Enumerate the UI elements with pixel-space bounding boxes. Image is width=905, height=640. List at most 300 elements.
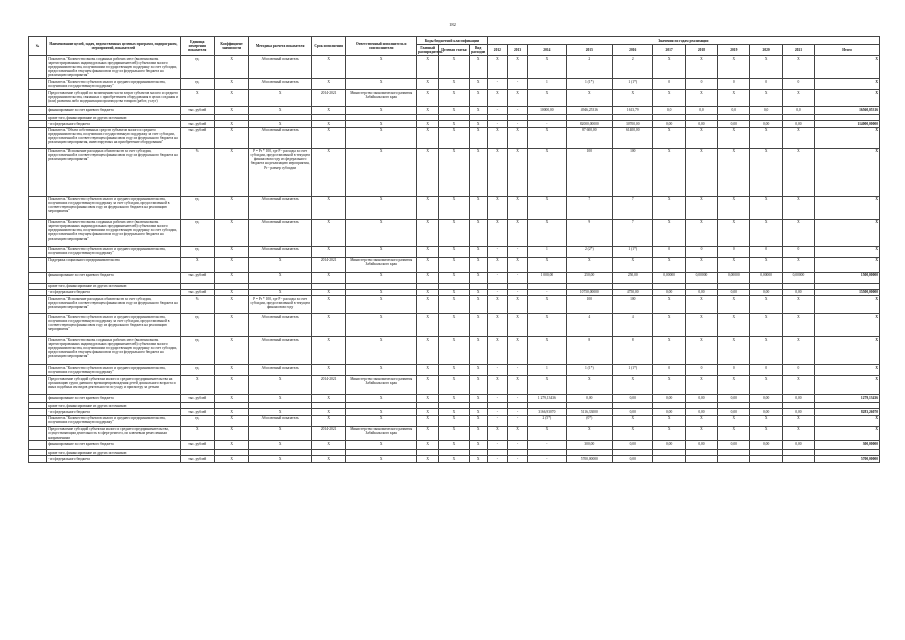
row-name-cell: Показатель "Количество вновь созданных рабочих мест (включая вновь зарегистрированных индивидуальных предпринимателей) субъектами малого предпринимательства, получившими государственную поддержку за счет субсидии, предоставленной в текущем финансовом году из федерального бюджета на реализацию мероприятия" xyxy=(47,219,180,246)
row-year-value-cell: X xyxy=(782,196,814,219)
row-budget-cell: X xyxy=(439,79,469,90)
row-coef-cell: X xyxy=(214,148,248,196)
row-year-value-cell: X xyxy=(782,376,814,395)
row-budget-cell: X xyxy=(469,246,487,257)
row-method-cell: X xyxy=(249,426,312,440)
row-name-cell: финансирование за счет краевого бюджета xyxy=(47,441,180,450)
row-year-value-cell: X xyxy=(528,314,566,337)
row-year-value-cell: 0,00000 xyxy=(782,272,814,283)
row-year-value-cell: 0 xyxy=(653,246,685,257)
row-coef-cell: X xyxy=(214,415,248,426)
row-year-value-cell: 0 xyxy=(718,246,750,257)
row-unit-cell: ед. xyxy=(180,314,214,337)
row-year-value-cell: 3166,93070 xyxy=(528,409,566,415)
row-name-cell: финансирование за счет краевого бюджета xyxy=(47,272,180,283)
row-year-value-cell: X xyxy=(653,90,685,107)
table-row xyxy=(29,395,880,403)
header-year: 2017 xyxy=(653,45,685,56)
row-responsible-cell: X xyxy=(346,289,417,295)
row-unit-cell: тыс. рублей xyxy=(180,272,214,283)
row-year-value-cell: 100 xyxy=(566,148,612,196)
row-coef-cell: X xyxy=(214,107,248,115)
row-year-value-cell: 0,00 xyxy=(685,395,717,403)
row-budget-cell: X xyxy=(439,56,469,79)
row-coef-cell: X xyxy=(214,409,248,415)
row-coef-cell: X xyxy=(214,127,248,148)
row-method-cell: X xyxy=(249,272,312,283)
row-year-value-cell: X xyxy=(750,219,782,246)
row-method-cell: X xyxy=(249,456,312,462)
row-total-cell: 1500,00000 xyxy=(815,272,880,283)
header-method: Методика расчета показателя xyxy=(249,37,312,56)
row-year-value-cell: 0,00 xyxy=(750,121,782,127)
row-budget-cell: X xyxy=(417,337,439,365)
row-method-cell: X xyxy=(249,90,312,107)
header-total: Итого xyxy=(815,45,880,56)
row-year-value-cell: 0,00 xyxy=(718,395,750,403)
header-name: Наименование целей, задач, ведомственных целевых программ, подпрограмм, мероприятий, показателей xyxy=(47,37,180,56)
row-year-value-cell: X xyxy=(750,426,782,440)
row-number-cell xyxy=(29,314,47,337)
row-year-value-cell: X xyxy=(528,90,566,107)
row-responsible-cell: X xyxy=(346,148,417,196)
row-year-value-cell: (0*) xyxy=(566,415,612,426)
row-year-value-cell: X xyxy=(507,90,527,107)
row-responsible-cell: X xyxy=(346,395,417,403)
row-coef-cell: X xyxy=(214,441,248,450)
row-budget-cell: X xyxy=(439,365,469,376)
row-year-value-cell: 0,00 xyxy=(653,121,685,127)
row-year-value-cell: 0,00 xyxy=(750,409,782,415)
row-term-cell: X xyxy=(311,409,345,415)
row-budget-cell: X xyxy=(439,246,469,257)
row-coef-cell: X xyxy=(214,219,248,246)
header-year: 2019 xyxy=(718,45,750,56)
table-row xyxy=(29,456,880,462)
row-year-value-cell: 4946,25316 xyxy=(566,107,612,115)
row-method-cell: Абсолютный показатель xyxy=(249,246,312,257)
row-responsible-cell: X xyxy=(346,56,417,79)
row-number-cell xyxy=(29,196,47,219)
row-coef-cell: X xyxy=(214,196,248,219)
row-responsible-cell: Министерство экономического развития Забайкальского края xyxy=(346,90,417,107)
row-year-value-cell: - xyxy=(507,409,527,415)
row-year-value-cell: - xyxy=(487,415,507,426)
row-year-value-cell: 8 xyxy=(566,337,612,365)
table-row xyxy=(29,365,880,376)
row-budget-cell: X xyxy=(469,376,487,395)
row-term-cell: X xyxy=(311,79,345,90)
row-name-cell: кроме того, финансирование из других источников: xyxy=(47,450,180,456)
row-coef-cell: X xyxy=(214,296,248,314)
row-budget-cell: X xyxy=(417,314,439,337)
row-year-value-cell: 0,0 xyxy=(653,107,685,115)
row-number-cell xyxy=(29,296,47,314)
row-coef-cell: X xyxy=(214,395,248,403)
row-year-value-cell: - xyxy=(528,289,566,295)
row-year-value-cell: X xyxy=(750,337,782,365)
row-budget-cell: X xyxy=(417,56,439,79)
row-year-value-cell: 0,00000 xyxy=(653,272,685,283)
row-budget-cell: X xyxy=(417,395,439,403)
row-number-cell xyxy=(29,415,47,426)
row-year-value-cell: X xyxy=(487,56,507,79)
row-year-value-cell: X xyxy=(782,314,814,337)
row-budget-cell: X xyxy=(439,415,469,426)
row-year-value-cell: 5116,33000 xyxy=(566,409,612,415)
row-total-cell: X xyxy=(815,426,880,440)
row-unit-cell: тыс. рублей xyxy=(180,441,214,450)
row-number-cell xyxy=(29,426,47,440)
row-budget-cell: X xyxy=(469,395,487,403)
row-budget-cell: X xyxy=(469,441,487,450)
row-year-value-cell: X xyxy=(507,56,527,79)
header-row-1 xyxy=(29,37,880,45)
row-year-value-cell: 100 xyxy=(613,148,653,196)
row-year-value-cell: X xyxy=(718,314,750,337)
row-year-value-cell: X xyxy=(528,296,566,314)
row-year-value-cell: X xyxy=(685,337,717,365)
row-total-cell: 8283,26070 xyxy=(815,409,880,415)
row-responsible-cell: X xyxy=(346,296,417,314)
row-number-cell xyxy=(29,219,47,246)
row-number-cell xyxy=(29,395,47,403)
row-budget-cell: X xyxy=(439,337,469,365)
row-budget-cell: X xyxy=(469,409,487,415)
row-year-value-cell: X xyxy=(750,90,782,107)
row-budget-cell: X xyxy=(417,79,439,90)
row-term-cell: X xyxy=(311,365,345,376)
row-term-cell: X xyxy=(311,272,345,283)
row-year-value-cell: X xyxy=(685,219,717,246)
row-year-value-cell: 2 (5*) xyxy=(528,415,566,426)
row-term-cell: X xyxy=(311,415,345,426)
row-year-value-cell: - xyxy=(487,409,507,415)
row-year-value-cell: 1 xyxy=(528,79,566,90)
row-year-value-cell: X xyxy=(750,56,782,79)
row-number-cell xyxy=(29,107,47,115)
row-year-value-cell: 7 xyxy=(566,196,612,219)
row-year-value-cell: - xyxy=(487,272,507,283)
row-total-cell: X xyxy=(815,219,880,246)
row-method-cell: X xyxy=(249,107,312,115)
row-year-value-cell: - xyxy=(507,121,527,127)
row-year-value-cell: 0,00 xyxy=(782,441,814,450)
row-term-cell: X xyxy=(311,107,345,115)
row-year-value-cell: 0,00 xyxy=(685,289,717,295)
row-year-value-cell: - xyxy=(507,79,527,90)
row-responsible-cell: X xyxy=(346,272,417,283)
row-year-value-cell: X xyxy=(782,415,814,426)
row-total-cell: 114000,00000 xyxy=(815,121,880,127)
row-name-cell: Показатель "Объем собственных средств субъектов малого и среднего предпринимательства, получивших государственную поддержку за счет субсидии, предоставленной в соответствующем финансовом году из федерального бюджета на реализацию мероприятия, инвестируемых на приобретение оборудования" xyxy=(47,127,180,148)
row-unit-cell: X xyxy=(180,426,214,440)
row-total-cell: 15500,00000 xyxy=(815,289,880,295)
row-term-cell: X xyxy=(311,314,345,337)
row-name-cell: финансирование за счет краевого бюджета xyxy=(47,107,180,115)
row-unit-cell: тыс. рублей xyxy=(180,121,214,127)
program-table-sheet xyxy=(28,36,880,463)
row-budget-cell: X xyxy=(439,219,469,246)
row-name-cell: - из федерального бюджета xyxy=(47,409,180,415)
row-responsible-cell: X xyxy=(346,415,417,426)
row-unit-cell: тыс. рублей xyxy=(180,456,214,462)
row-year-value-cell: X xyxy=(528,148,566,196)
row-year-value-cell: 0,00 xyxy=(653,395,685,403)
row-year-value-cell: X xyxy=(566,426,612,440)
row-year-value-cell: X xyxy=(718,127,750,148)
row-year-value-cell: 0 xyxy=(750,365,782,376)
row-budget-cell: X xyxy=(469,90,487,107)
row-year-value-cell: X xyxy=(613,426,653,440)
row-budget-cell: X xyxy=(417,257,439,272)
row-number-cell xyxy=(29,79,47,90)
row-year-value-cell: 0,00 xyxy=(613,409,653,415)
row-year-value-cell: - xyxy=(528,456,566,462)
row-total-cell: X xyxy=(815,337,880,365)
row-year-value-cell: X xyxy=(487,337,507,365)
row-year-value-cell: X xyxy=(528,196,566,219)
row-year-value-cell: 1 000,00 xyxy=(528,272,566,283)
row-coef-cell: X xyxy=(214,426,248,440)
row-year-value-cell: - xyxy=(487,441,507,450)
row-year-value-cell: 8 xyxy=(613,337,653,365)
header-year: 2021 xyxy=(782,45,814,56)
row-budget-cell: X xyxy=(439,257,469,272)
row-year-value-cell: X xyxy=(507,426,527,440)
program-table xyxy=(28,36,880,463)
row-name-cell: Показатель "Количество субъектов малого и среднего предпринимательства, получивших государственную поддержку за счет субсидии, предоставленной в соответствующем финансовом году из федерального бюджета на реализацию мероприятия" xyxy=(47,196,180,219)
row-number-cell xyxy=(29,337,47,365)
header-budget-codes: Коды бюджетной классификации xyxy=(417,37,488,45)
row-year-value-cell: 1 (1*) xyxy=(613,246,653,257)
row-budget-cell: X xyxy=(417,121,439,127)
row-budget-cell: X xyxy=(469,79,487,90)
row-name-cell: Поддержка социального предпринимательства xyxy=(47,257,180,272)
row-year-value-cell: - xyxy=(487,121,507,127)
header-responsible: Ответственный исполнитель и соисполнители xyxy=(346,37,417,56)
row-responsible-cell: X xyxy=(346,127,417,148)
row-responsible-cell: X xyxy=(346,196,417,219)
row-year-value-cell: X xyxy=(653,127,685,148)
table-row xyxy=(29,56,880,79)
row-unit-cell: тыс. рублей xyxy=(180,289,214,295)
row-year-value-cell: 10750,00000 xyxy=(566,289,612,295)
row-budget-cell: X xyxy=(439,456,469,462)
row-year-value-cell: 1 (1*) xyxy=(613,79,653,90)
row-method-cell: X xyxy=(249,121,312,127)
row-budget-cell: X xyxy=(417,441,439,450)
row-method-cell: Абсолютный показатель xyxy=(249,365,312,376)
row-name-cell: Предоставление субсидий субъектам малого и среднего предпринимательства, осуществляющим деятельность в сфере ремесел, по ключевым ремесленным направлениям xyxy=(47,426,180,440)
row-year-value-cell: 1 279,13436 xyxy=(528,395,566,403)
row-year-value-cell: 0 xyxy=(750,246,782,257)
header-year: 2012 xyxy=(487,45,507,56)
row-year-value-cell: 0,00 xyxy=(782,395,814,403)
header-coef: Коэффициент значимости xyxy=(214,37,248,56)
row-year-value-cell: X xyxy=(487,196,507,219)
row-number-cell xyxy=(29,365,47,376)
header-year: 2018 xyxy=(685,45,717,56)
row-total-cell: 300,00000 xyxy=(815,441,880,450)
row-year-value-cell: 61400,00 xyxy=(613,127,653,148)
row-year-value-cell: X xyxy=(782,257,814,272)
row-year-value-cell: X xyxy=(507,257,527,272)
row-year-value-cell: X xyxy=(528,127,566,148)
row-total-cell: X xyxy=(815,79,880,90)
row-coef-cell: X xyxy=(214,56,248,79)
row-budget-cell: X xyxy=(469,127,487,148)
row-method-cell: X xyxy=(249,376,312,395)
row-year-value-cell: X xyxy=(507,337,527,365)
row-year-value-cell: 0,00 xyxy=(750,289,782,295)
row-year-value-cell: 0,00 xyxy=(613,456,653,462)
row-year-value-cell: 0 xyxy=(782,79,814,90)
row-year-value-cell: X xyxy=(718,376,750,395)
row-year-value-cell: 0,00 xyxy=(653,409,685,415)
row-year-value-cell: X xyxy=(528,257,566,272)
row-year-value-cell: X xyxy=(653,219,685,246)
row-year-value-cell xyxy=(718,456,750,462)
row-budget-cell: X xyxy=(469,148,487,196)
row-coef-cell: X xyxy=(214,121,248,127)
row-budget-cell: X xyxy=(439,127,469,148)
row-term-cell: X xyxy=(311,127,345,148)
row-budget-cell: X xyxy=(417,376,439,395)
row-name-cell: Показатель "Исполнение расходных обязательств за счет субсидии, предоставленной в соответствующем финансовом году из федерального бюджета на реализацию мероприятия" xyxy=(47,296,180,314)
row-year-value-cell: X xyxy=(487,90,507,107)
row-year-value-cell: 0,00 xyxy=(685,441,717,450)
row-responsible-cell: X xyxy=(346,219,417,246)
row-year-value-cell: - xyxy=(507,456,527,462)
row-year-value-cell: X xyxy=(782,337,814,365)
row-year-value-cell: X xyxy=(653,415,685,426)
row-year-value-cell: 7 xyxy=(613,219,653,246)
row-year-value-cell: 0 xyxy=(685,365,717,376)
row-budget-cell: X xyxy=(417,272,439,283)
row-year-value-cell: X xyxy=(685,426,717,440)
row-method-cell: X xyxy=(249,289,312,295)
row-year-value-cell: 0,00000 xyxy=(685,272,717,283)
row-year-value-cell: 4 xyxy=(566,314,612,337)
table-row xyxy=(29,246,880,257)
row-method-cell: P = Pr * 100, где P - расходы за счет субсидии, предоставленной в текущем финансовом году из федерального бюджета на реализацию мероприятия, Pr - размер субсидии xyxy=(249,148,312,196)
row-method-cell: Абсолютный показатель xyxy=(249,415,312,426)
row-year-value-cell: X xyxy=(782,296,814,314)
row-budget-cell: X xyxy=(417,196,439,219)
row-year-value-cell: X xyxy=(685,127,717,148)
row-name-cell: Показатель "Количество вновь созданных рабочих мест (включая вновь зарегистрированных индивидуальных предпринимателей) субъектами малого предпринимательства, получившими государственную поддержку за счет субсидии, предоставленной в текущем финансовом году из федерального бюджета на реализацию мероприятия" xyxy=(47,337,180,365)
row-year-value-cell: 1 (1*) xyxy=(566,79,612,90)
header-sub-budget: Вид расходов xyxy=(469,45,487,56)
row-name-cell: Показатель "Количество субъектов малого и среднего предпринимательства, получивших государственную поддержку" xyxy=(47,365,180,376)
row-coef-cell: X xyxy=(214,90,248,107)
row-year-value-cell: X xyxy=(487,219,507,246)
row-unit-cell: ед. xyxy=(180,365,214,376)
row-term-cell: X xyxy=(311,337,345,365)
row-year-value-cell: 4 xyxy=(613,314,653,337)
row-budget-cell: X xyxy=(439,107,469,115)
row-year-value-cell: 1 (1*) xyxy=(566,365,612,376)
row-year-value-cell: - xyxy=(507,289,527,295)
row-year-value-cell: 0,00000 xyxy=(750,272,782,283)
row-budget-cell: X xyxy=(439,376,469,395)
row-year-value-cell: X xyxy=(653,376,685,395)
row-coef-cell: X xyxy=(214,337,248,365)
row-total-cell: X xyxy=(815,196,880,219)
row-year-value-cell: - xyxy=(487,289,507,295)
row-year-value-cell: X xyxy=(487,127,507,148)
row-method-cell: Абсолютный показатель xyxy=(249,196,312,219)
row-year-value-cell: X xyxy=(718,257,750,272)
row-budget-cell: X xyxy=(469,426,487,440)
row-year-value-cell: 0,00 xyxy=(685,409,717,415)
row-year-value-cell: X xyxy=(653,296,685,314)
row-method-cell: X xyxy=(249,409,312,415)
row-year-value-cell: X xyxy=(718,426,750,440)
row-year-value-cell: X xyxy=(750,257,782,272)
row-year-value-cell: X xyxy=(718,56,750,79)
row-year-value-cell: X xyxy=(507,296,527,314)
row-year-value-cell: 100 xyxy=(566,296,612,314)
row-year-value-cell: - xyxy=(487,365,507,376)
row-year-value-cell: - xyxy=(507,415,527,426)
row-year-value-cell: X xyxy=(718,196,750,219)
row-year-value-cell: 0 xyxy=(718,79,750,90)
row-budget-cell: X xyxy=(469,456,487,462)
row-year-value-cell: 0,00 xyxy=(718,409,750,415)
row-method-cell: Абсолютный показатель xyxy=(249,127,312,148)
row-year-value-cell: X xyxy=(653,314,685,337)
row-term-cell: X xyxy=(311,219,345,246)
row-year-value-cell: 0,00 xyxy=(653,441,685,450)
row-budget-cell: X xyxy=(469,121,487,127)
row-budget-cell: X xyxy=(469,289,487,295)
row-year-value-cell: 250,00 xyxy=(613,272,653,283)
row-budget-cell: X xyxy=(439,148,469,196)
row-year-value-cell: 4750,00 xyxy=(613,289,653,295)
table-row xyxy=(29,257,880,272)
row-number-cell xyxy=(29,127,47,148)
row-year-value-cell: - xyxy=(507,395,527,403)
row-year-value-cell: 10000,00 xyxy=(528,107,566,115)
row-year-value-cell: X xyxy=(487,257,507,272)
row-year-value-cell: 0,00 xyxy=(685,121,717,127)
table-row xyxy=(29,441,880,450)
header-num: № xyxy=(29,37,47,56)
row-total-cell: X xyxy=(815,296,880,314)
row-budget-cell: X xyxy=(439,426,469,440)
table-row xyxy=(29,272,880,283)
row-year-value-cell: X xyxy=(487,314,507,337)
row-year-value-cell: X xyxy=(750,196,782,219)
row-year-value-cell: X xyxy=(782,90,814,107)
row-name-cell: Показатель "Количество субъектов малого и среднего предпринимательства, получивших государственную поддержку" xyxy=(47,79,180,90)
row-term-cell: X xyxy=(311,121,345,127)
row-year-value-cell: - xyxy=(528,121,566,127)
row-year-value-cell: X xyxy=(718,148,750,196)
row-total-cell: X xyxy=(815,127,880,148)
row-year-value-cell: 2 xyxy=(566,56,612,79)
row-year-value-cell: 0 xyxy=(653,79,685,90)
row-year-value-cell: X xyxy=(653,337,685,365)
row-year-value-cell: X xyxy=(750,415,782,426)
row-budget-cell: X xyxy=(469,337,487,365)
row-number-cell xyxy=(29,90,47,107)
row-responsible-cell: Министерство экономического развития Забайкальского края xyxy=(346,426,417,440)
row-number-cell xyxy=(29,148,47,196)
table-row xyxy=(29,107,880,115)
